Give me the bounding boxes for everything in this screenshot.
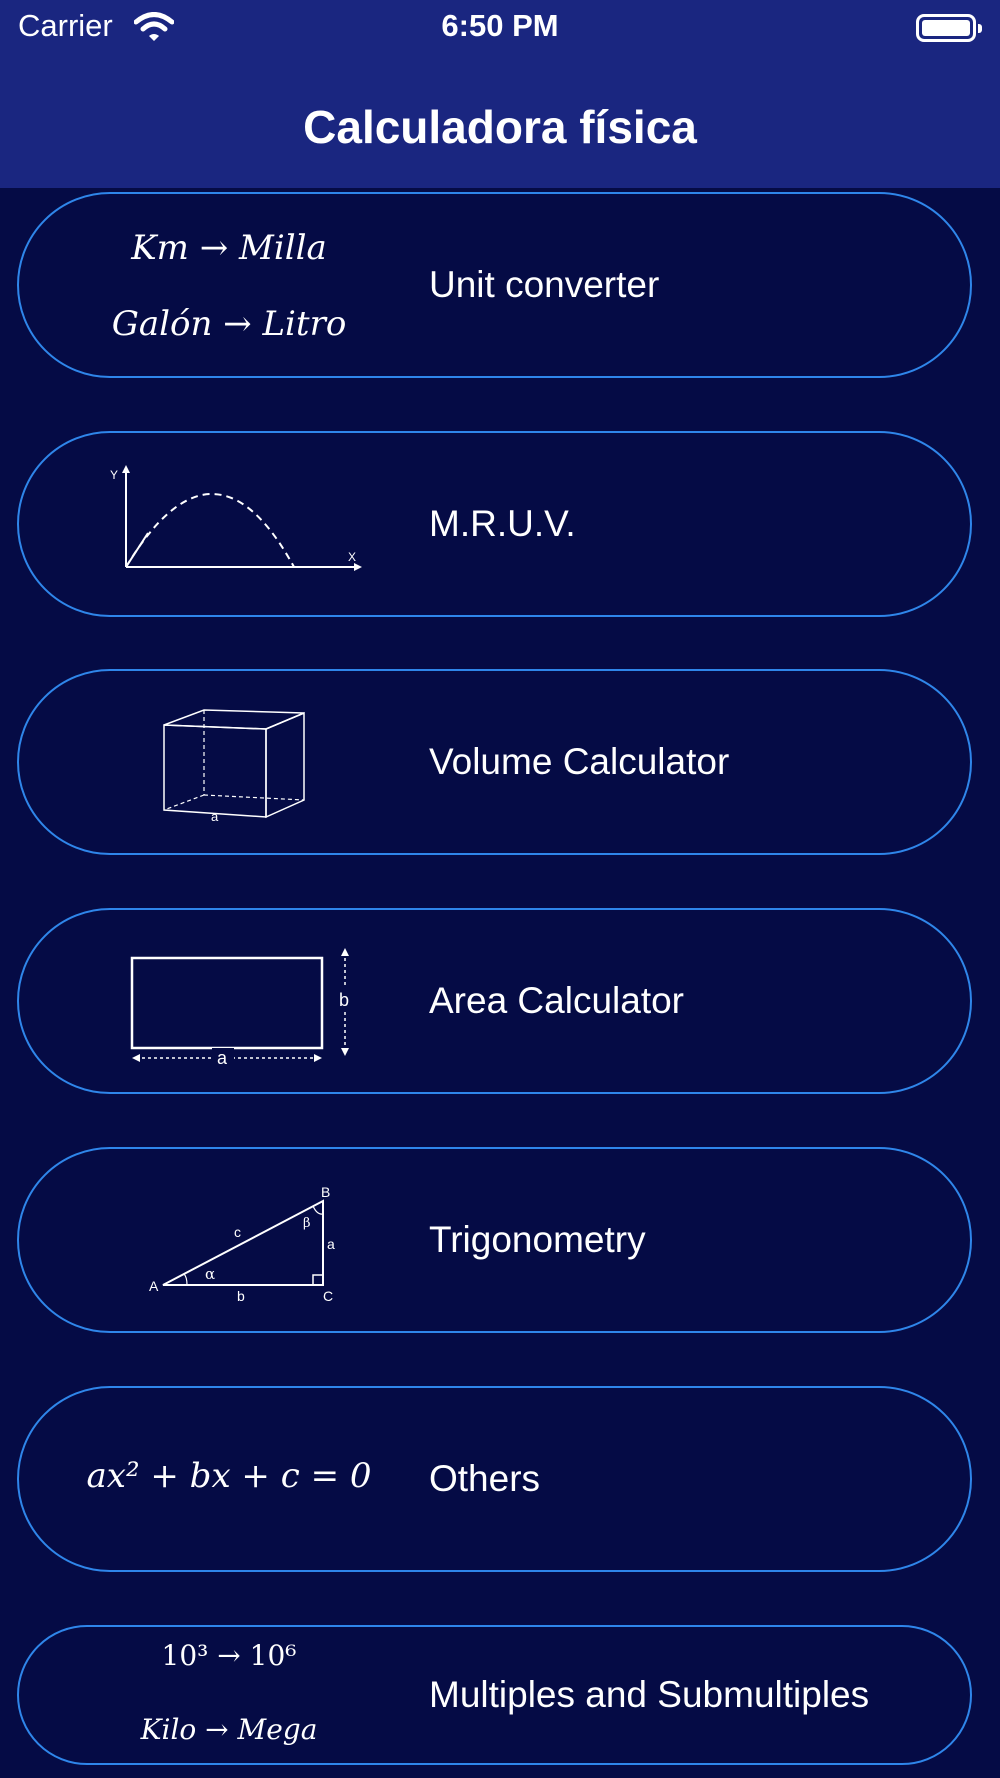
unit-conversion-formula-icon: [19, 194, 439, 380]
side-a-label: a: [217, 1048, 228, 1064]
battery-icon: [916, 14, 976, 42]
formula-line: Kilo → Mega: [140, 1713, 318, 1746]
vertex-c-label: C: [323, 1288, 334, 1304]
trigonometry-button[interactable]: [17, 1147, 972, 1333]
side-b-label: b: [237, 1288, 245, 1304]
mruv-button[interactable]: [17, 431, 972, 617]
cube-icon: [159, 705, 309, 823]
multiples-and-submultiples-label: Multiples and Submultiples: [429, 1674, 870, 1715]
others-button[interactable]: [17, 1386, 972, 1572]
angle-alpha-label: α: [205, 1265, 216, 1283]
prefix-conversion-icon: [19, 1627, 439, 1767]
side-c-label: c: [234, 1224, 241, 1240]
projectile-motion-graph-icon: [104, 461, 364, 581]
multiples-and-submultiples-button[interactable]: [17, 1625, 972, 1765]
quadratic-equation-icon: [19, 1388, 439, 1574]
side-a-label: a: [327, 1236, 335, 1252]
formula-line: 10³ → 10⁶: [161, 1639, 297, 1672]
vertex-b-label: B: [321, 1184, 331, 1200]
y-axis-label: Y: [110, 468, 119, 482]
formula-line: Km → Milla: [131, 228, 327, 268]
x-axis-label: X: [348, 550, 357, 564]
status-bar: [0, 0, 1000, 56]
others-label: Others: [429, 1458, 541, 1499]
unit-converter-button[interactable]: [17, 192, 972, 378]
volume-calculator-label: Volume Calculator: [429, 741, 730, 782]
area-calculator-label: Area Calculator: [429, 980, 685, 1021]
cube-edge-label: a: [211, 809, 219, 823]
formula-line: ax² + bx + c = 0: [86, 1456, 372, 1496]
page-title: Calculadora física: [303, 101, 697, 153]
vertex-a-label: A: [149, 1278, 159, 1294]
volume-calculator-button[interactable]: [17, 669, 972, 855]
navigation-bar: [0, 56, 1000, 188]
mruv-label: M.R.U.V.: [429, 503, 576, 544]
formula-line: Galón → Litro: [111, 304, 347, 344]
side-b-label: b: [339, 990, 350, 1010]
angle-beta-label: β: [303, 1216, 311, 1231]
right-triangle-icon: [129, 1179, 349, 1307]
rectangle-icon: [114, 946, 354, 1064]
trigonometry-label: Trigonometry: [429, 1219, 646, 1260]
clock: 6:50 PM: [441, 8, 559, 43]
carrier-label: Carrier: [18, 8, 113, 43]
unit-converter-label: Unit converter: [429, 264, 660, 305]
area-calculator-button[interactable]: [17, 908, 972, 1094]
